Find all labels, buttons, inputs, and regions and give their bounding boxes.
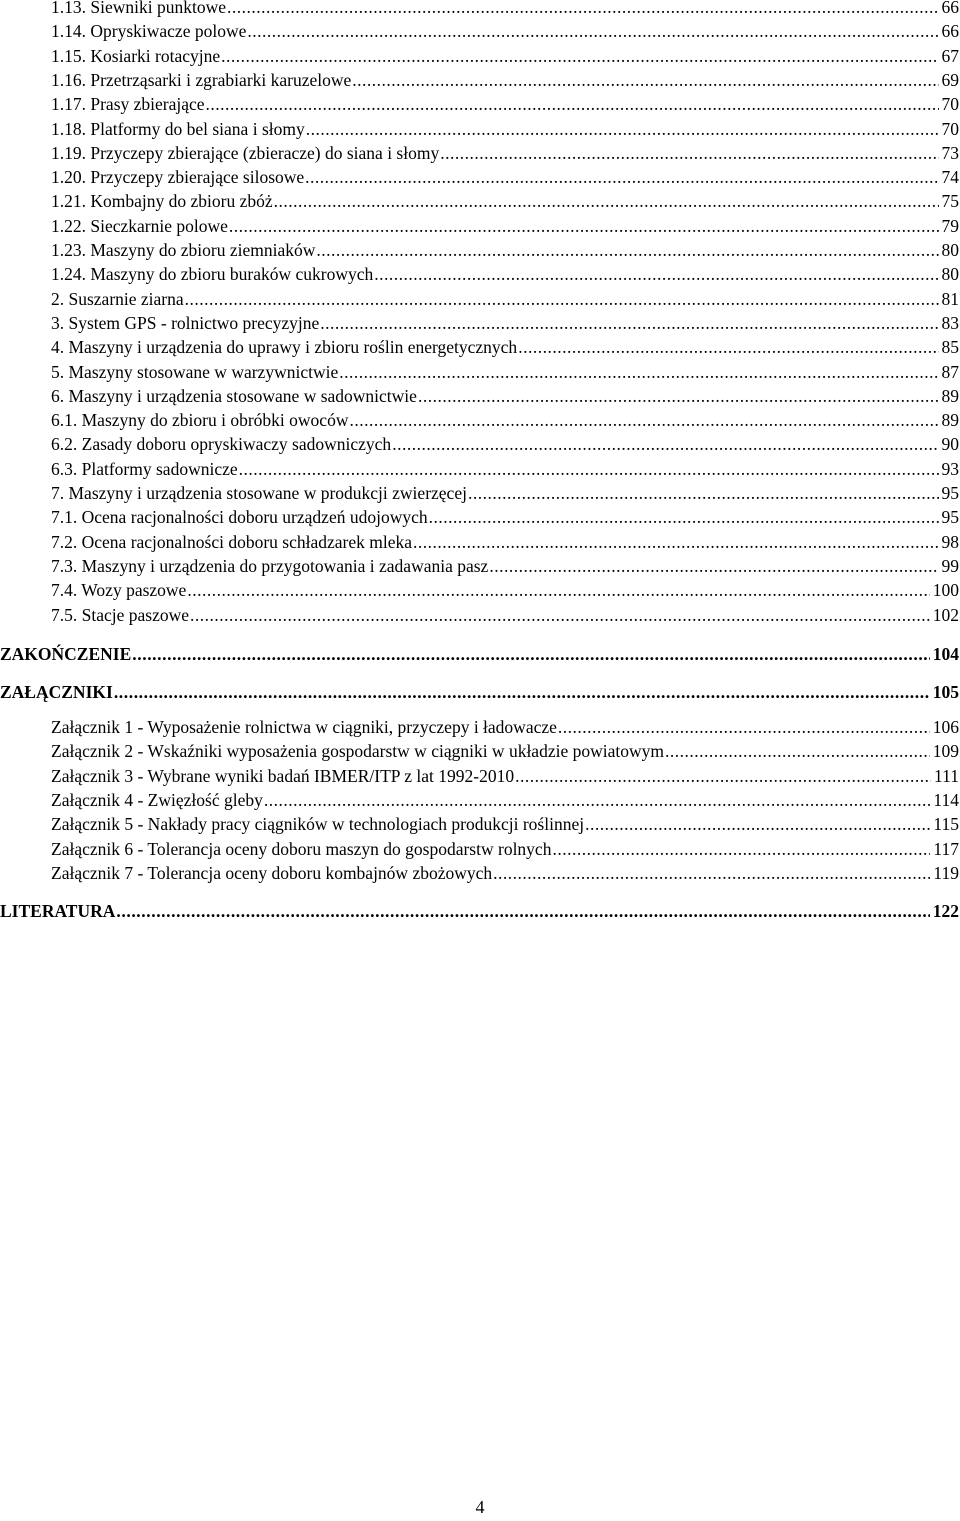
- toc-entry[interactable]: [51, 838, 959, 860]
- toc-entry[interactable]: [51, 385, 959, 407]
- toc-entry[interactable]: [51, 765, 959, 787]
- toc-page-number: 73: [941, 142, 959, 163]
- toc-leader-dots: [558, 716, 930, 738]
- toc-page-number: 102: [932, 604, 959, 625]
- toc-entry[interactable]: [51, 288, 959, 310]
- toc-page-number: 66: [941, 21, 959, 42]
- toc-leader-dots: [468, 482, 939, 504]
- toc-entry-label: Załącznik 7 - Tolerancja oceny doboru kombajnów zbożowych: [51, 862, 493, 883]
- toc-leader-dots: [187, 579, 929, 601]
- toc-leader-dots: [489, 555, 938, 577]
- toc-page-number: 106: [932, 717, 959, 737]
- toc-heading-label: ZAKOŃCZENIE: [0, 644, 132, 664]
- toc-entry-label: 7. Maszyny i urządzenia stosowane w produkcji zwierzęcej: [51, 483, 467, 503]
- toc-entry[interactable]: [51, 433, 959, 455]
- toc-entry-label: 5. Maszyny stosowane w warzywnictwie: [51, 361, 339, 382]
- toc-entry-label: 6.1. Maszyny do zbioru i obróbki owoców: [51, 410, 349, 431]
- toc-page-number: 67: [941, 45, 959, 66]
- toc-leader-dots: [585, 813, 930, 835]
- toc-entry[interactable]: [51, 263, 959, 285]
- toc-leader-dots: [320, 312, 938, 334]
- toc-entry[interactable]: [51, 0, 959, 18]
- toc-entry-label: 6.3. Platformy sadownicze: [51, 458, 238, 479]
- toc-page-number: 90: [941, 434, 959, 455]
- toc-leader-dots: [316, 239, 938, 261]
- toc-leader-dots: [429, 506, 939, 528]
- toc-page-number: 85: [941, 337, 959, 358]
- page-number: 4: [475, 1497, 485, 1517]
- toc-entry[interactable]: [51, 118, 959, 140]
- toc-entry-label: Załącznik 1 - Wyposażenie rolnictwa w ciągniki, przyczepy i ładowacze: [51, 717, 557, 737]
- toc-page-number: 104: [932, 644, 959, 664]
- toc-entry-label: 1.14. Opryskiwacze polowe: [51, 21, 247, 42]
- toc-page-number: 111: [934, 765, 959, 786]
- toc-entry-label: 6.2. Zasady doboru opryskiwaczy sadowniczych: [51, 434, 392, 455]
- toc-entry[interactable]: [51, 813, 959, 835]
- toc-entry-label: 1.20. Przyczepy zbierające silosowe: [51, 167, 305, 188]
- toc-leader-dots: [665, 740, 930, 762]
- toc-leader-dots: [493, 862, 930, 884]
- toc-entry-label: Załącznik 4 - Zwięzłość gleby: [51, 789, 263, 810]
- toc-entry[interactable]: [51, 336, 959, 358]
- toc-entry[interactable]: [51, 409, 959, 431]
- toc-leader-dots: [518, 336, 938, 358]
- toc-leader-dots: [185, 288, 939, 310]
- toc-entry[interactable]: [51, 789, 959, 811]
- toc-entry-label: 1.13. Siewniki punktowe: [51, 0, 226, 17]
- toc-page-number: 83: [941, 312, 959, 333]
- toc-page-number: 105: [932, 682, 959, 702]
- toc-entry-label: 7.4. Wozy paszowe: [51, 580, 187, 601]
- toc-entry[interactable]: [51, 142, 959, 164]
- toc-entry-label: 7.5. Stacje paszowe: [51, 604, 190, 625]
- toc-entry-label: 4. Maszyny i urządzenia do uprawy i zbioru roślin energetycznych: [51, 337, 518, 358]
- toc-entry[interactable]: [51, 190, 959, 212]
- toc-entry-label: 1.19. Przyczepy zbierające (zbieracze) do siana i słomy: [51, 142, 440, 163]
- toc-heading-label: LITERATURA: [0, 901, 116, 921]
- toc-leader-dots: [247, 20, 938, 42]
- toc-heading-zalaczniki[interactable]: [0, 681, 959, 703]
- toc-entry[interactable]: [51, 166, 959, 188]
- toc-entry[interactable]: [51, 361, 959, 383]
- toc-entry[interactable]: [51, 93, 959, 115]
- toc-leader-dots: [352, 69, 938, 91]
- toc-entry-label: 1.17. Prasy zbierające: [51, 94, 205, 115]
- toc-entry[interactable]: [51, 45, 959, 67]
- toc-leader-dots: [418, 385, 939, 407]
- toc-page-number: 95: [941, 507, 959, 528]
- toc-page-number: 69: [941, 69, 959, 90]
- toc-entry-label: 1.24. Maszyny do zbioru buraków cukrowych: [51, 264, 374, 285]
- toc-entry-label: Załącznik 2 - Wskaźniki wyposażenia gospodarstw w ciągniki w układzie powiatowym: [51, 741, 664, 762]
- toc-leader-dots: [114, 681, 930, 703]
- toc-leader-dots: [116, 900, 929, 922]
- toc-page-number: 66: [941, 0, 959, 17]
- toc-entry[interactable]: [51, 604, 959, 626]
- toc-page-number: 87: [941, 361, 959, 382]
- toc-page-number: 81: [941, 288, 959, 309]
- toc-page-number: 93: [941, 458, 959, 479]
- toc-leader-dots: [305, 166, 938, 188]
- toc-page-number: 70: [941, 118, 959, 139]
- toc-entry-label: 3. System GPS - rolnictwo precyzyjne: [51, 312, 320, 333]
- toc-leader-dots: [515, 765, 931, 787]
- toc-entry[interactable]: [51, 458, 959, 480]
- toc-entry[interactable]: [51, 555, 959, 577]
- toc-leader-dots: [221, 45, 938, 67]
- toc-entry-label: Załącznik 3 - Wybrane wyniki badań IBMER/ITP z lat 1992-2010: [51, 765, 515, 786]
- toc-entry-label: 1.15. Kosiarki rotacyjne: [51, 45, 221, 66]
- toc-entry[interactable]: [51, 740, 959, 762]
- toc-heading-label: ZAŁĄCZNIKI: [0, 682, 113, 702]
- toc-page-number: 95: [941, 483, 959, 503]
- toc-entry[interactable]: [51, 716, 959, 738]
- toc-leader-dots: [206, 93, 939, 115]
- toc-page-number: 70: [941, 94, 959, 115]
- toc-entry-label: 7.3. Maszyny i urządzenia do przygotowania i zadawania pasz: [51, 555, 489, 576]
- toc-page-number: 100: [932, 580, 959, 601]
- toc-entry[interactable]: [51, 69, 959, 91]
- toc-page-number: 75: [941, 191, 959, 212]
- toc-entry-label: 7.1. Ocena racjonalności doboru urządzeń udojowych: [51, 507, 428, 528]
- toc-page-number: 114: [933, 789, 959, 810]
- toc-page-number: 79: [941, 215, 959, 236]
- toc-page-number: 89: [941, 410, 959, 431]
- toc-leader-dots: [132, 643, 929, 665]
- toc-entry-label: Załącznik 5 - Nakłady pracy ciągników w technologiach produkcji roślinnej: [51, 814, 585, 835]
- toc-page-number: 80: [941, 264, 959, 285]
- toc-entry[interactable]: [51, 506, 959, 528]
- toc-leader-dots: [274, 190, 939, 212]
- toc-entry-label: 1.18. Platformy do bel siana i słomy: [51, 118, 305, 139]
- toc-leader-dots: [374, 263, 938, 285]
- toc-page-number: 98: [941, 531, 959, 552]
- toc-leader-dots: [349, 409, 938, 431]
- toc-entry[interactable]: [51, 20, 959, 42]
- toc-page-number: 115: [933, 814, 959, 835]
- toc-entry[interactable]: [51, 215, 959, 237]
- toc-entry[interactable]: [51, 531, 959, 553]
- toc-leader-dots: [339, 361, 938, 383]
- toc-entry[interactable]: [51, 579, 959, 601]
- toc-page-number: 122: [932, 901, 959, 921]
- toc-leader-dots: [264, 789, 931, 811]
- toc-leader-dots: [440, 142, 938, 164]
- toc-page-number: 89: [941, 385, 959, 406]
- toc-heading-zakonczenie[interactable]: [0, 643, 959, 665]
- toc-entry-label: 1.23. Maszyny do zbioru ziemniaków: [51, 240, 316, 260]
- toc-entry-label: Załącznik 6 - Tolerancja oceny doboru maszyn do gospodarstw rolnych: [51, 838, 552, 859]
- toc-leader-dots: [306, 118, 939, 140]
- toc-entry-label: 2. Suszarnie ziarna: [51, 288, 184, 309]
- toc-entry-label: 1.22. Sieczkarnie polowe: [51, 215, 228, 236]
- toc-leader-dots: [239, 458, 939, 480]
- toc-entry-label: 1.16. Przetrząsarki i zgrabiarki karuzelowe: [51, 69, 352, 90]
- toc-entry[interactable]: [51, 862, 959, 884]
- toc-entry-label: 7.2. Ocena racjonalności doboru schładzarek mleka: [51, 531, 413, 552]
- toc-page-number: 99: [941, 555, 959, 576]
- toc-page-number: 74: [941, 167, 959, 188]
- toc-leader-dots: [552, 838, 930, 860]
- toc-leader-dots: [229, 215, 939, 237]
- toc-entry[interactable]: [51, 239, 959, 261]
- toc-page-number: 119: [933, 862, 959, 883]
- toc-entry[interactable]: [51, 312, 959, 334]
- toc-page-number: 117: [933, 838, 959, 859]
- toc-page-number: 80: [941, 240, 959, 260]
- toc-leader-dots: [190, 604, 930, 626]
- toc-leader-dots: [392, 433, 938, 455]
- toc-entry-label: 1.21. Kombajny do zbioru zbóż: [51, 191, 273, 212]
- toc-page-number: 109: [932, 741, 959, 762]
- toc-entry[interactable]: [51, 482, 959, 504]
- toc-leader-dots: [413, 531, 938, 553]
- toc-leader-dots: [227, 0, 939, 18]
- toc-heading-literatura[interactable]: [0, 900, 959, 922]
- toc-entry-label: 6. Maszyny i urządzenia stosowane w sadownictwie: [51, 385, 417, 406]
